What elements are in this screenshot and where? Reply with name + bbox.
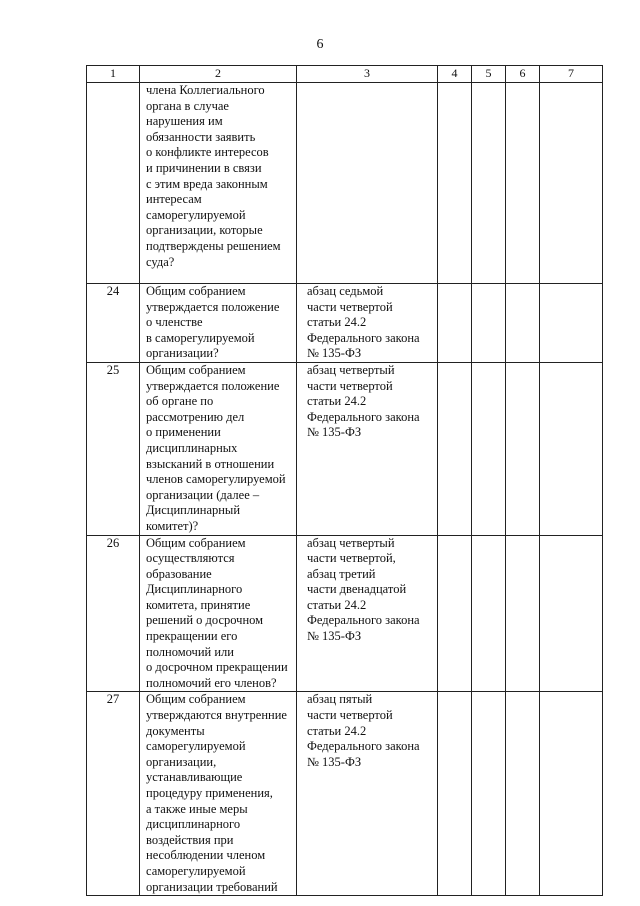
answer-cell-5	[472, 83, 506, 284]
table-row	[87, 535, 603, 692]
answer-cell-7	[540, 362, 603, 535]
row-number: 26	[87, 535, 140, 692]
answer-cell-5	[472, 284, 506, 363]
answer-cell-6	[506, 284, 540, 363]
answer-cell-6	[506, 362, 540, 535]
answer-cell-4	[438, 362, 472, 535]
answer-cell-5	[472, 692, 506, 896]
legal-reference: абзац пятый части четвертой статьи 24.2 Федерального закона № 135-ФЗ	[297, 692, 438, 896]
column-header-3: 3	[297, 66, 438, 83]
legal-reference	[297, 83, 438, 284]
row-number: 27	[87, 692, 140, 896]
column-header-7: 7	[540, 66, 603, 83]
column-header-4: 4	[438, 66, 472, 83]
question-text: Общим собранием утверждается положение о членстве в саморегулируемой организации?	[140, 284, 297, 363]
question-text: Общим собранием осуществляются образование Дисциплинарного комитета, принятие решений о досрочном прекращении его полномочий или о досрочном прекращении полномочий его членов?	[140, 535, 297, 692]
question-text: члена Коллегиального органа в случае нарушения им обязанности заявить о конфликте интересов и причинении в связи с этим вреда законным интересам саморегулируемой организации, которые подтверждены решением суда?	[140, 83, 297, 284]
table-row	[87, 284, 603, 363]
answer-cell-5	[472, 535, 506, 692]
row-number: 25	[87, 362, 140, 535]
answer-cell-6	[506, 83, 540, 284]
table-row	[87, 83, 603, 284]
answer-cell-5	[472, 362, 506, 535]
column-header-1: 1	[87, 66, 140, 83]
checklist-table	[86, 65, 603, 896]
row-number	[87, 83, 140, 284]
answer-cell-4	[438, 83, 472, 284]
answer-cell-4	[438, 535, 472, 692]
table-row	[87, 692, 603, 896]
column-header-5: 5	[472, 66, 506, 83]
answer-cell-6	[506, 692, 540, 896]
column-header-6: 6	[506, 66, 540, 83]
question-text: Общим собранием утверждается положение об органе по рассмотрению дел о применении дисциплинарных взысканий в отношении членов саморегулируемой организации (далее – Дисциплинарный комитет)?	[140, 362, 297, 535]
answer-cell-7	[540, 692, 603, 896]
row-number: 24	[87, 284, 140, 363]
answer-cell-7	[540, 284, 603, 363]
answer-cell-4	[438, 284, 472, 363]
answer-cell-6	[506, 535, 540, 692]
legal-reference: абзац четвертый части четвертой, абзац третий части двенадцатой статьи 24.2 Федерального закона № 135-ФЗ	[297, 535, 438, 692]
table-row	[87, 362, 603, 535]
answer-cell-7	[540, 83, 603, 284]
page-number: 6	[316, 37, 324, 52]
question-text: Общим собранием утверждаются внутренние документы саморегулируемой организации, устанавливающие процедуру применения, а также иные меры дисциплинарного воздействия при несоблюдении членом саморегулируемой организации требований	[140, 692, 297, 896]
legal-reference: абзац седьмой части четвертой статьи 24.2 Федерального закона № 135-ФЗ	[297, 284, 438, 363]
answer-cell-4	[438, 692, 472, 896]
table-header-row	[87, 66, 603, 83]
column-header-2: 2	[140, 66, 297, 83]
answer-cell-7	[540, 535, 603, 692]
legal-reference: абзац четвертый части четвертой статьи 24.2 Федерального закона № 135-ФЗ	[297, 362, 438, 535]
